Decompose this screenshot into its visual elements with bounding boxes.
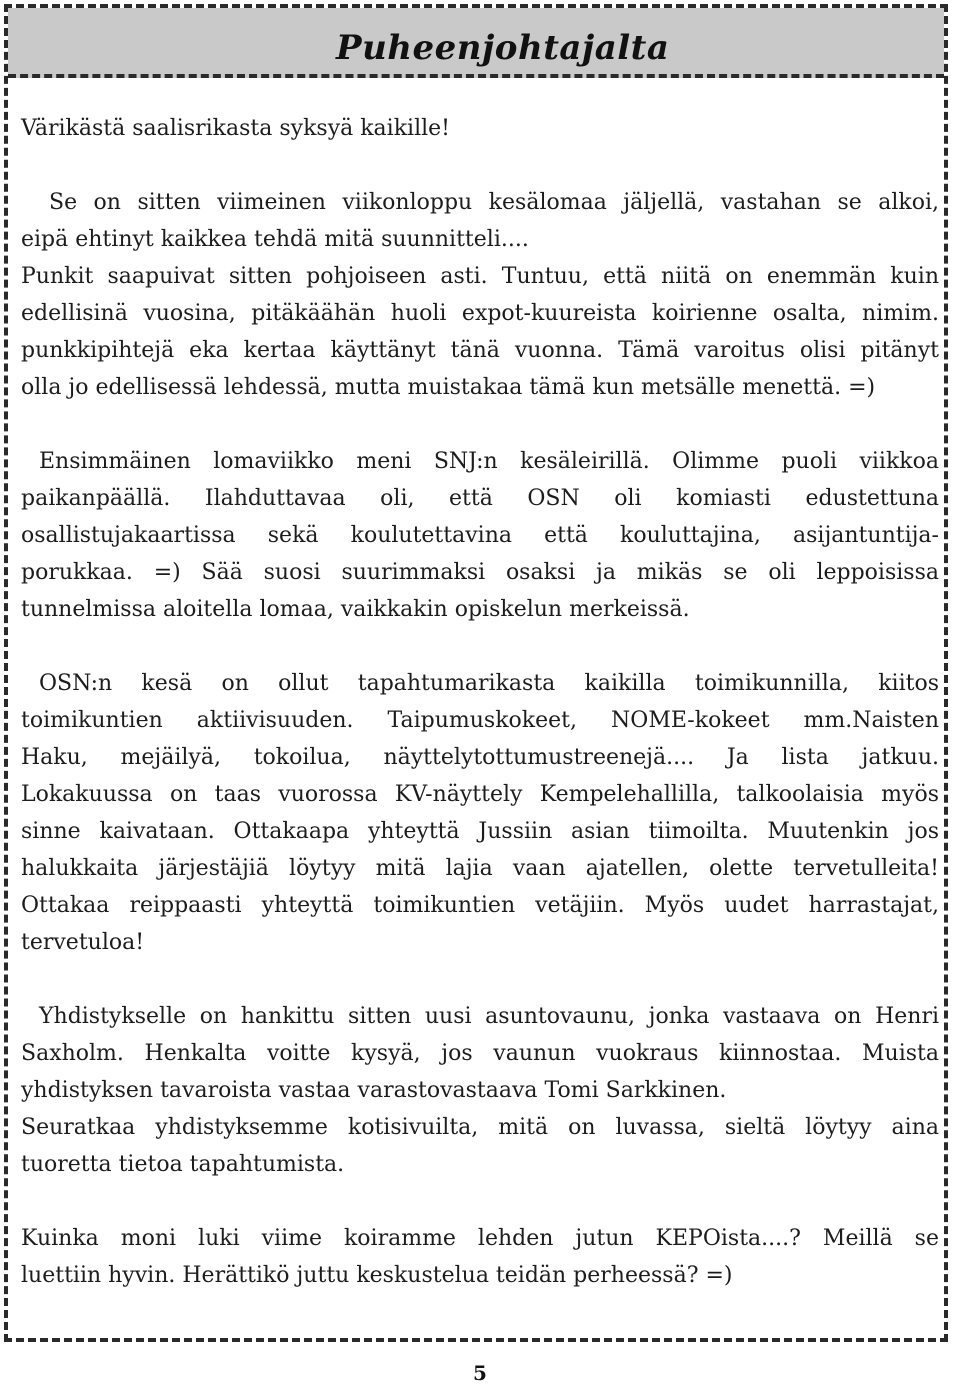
paragraph-committees [21, 665, 939, 961]
text-line: osallistujakaartissa sekä koulutettavina että kouluttajina, asijantuntija- [21, 523, 939, 548]
text-line: Ensimmäinen lomaviikko meni SNJ:n kesäleirillä. Olimme puoli viikkoa [39, 449, 939, 474]
paragraph-caravan [21, 998, 939, 1183]
text-line: paikanpäällä. Ilahduttavaa oli, että OSN oli komiasti edustettuna [21, 486, 939, 511]
text-line: Punkit saapuivat sitten pohjoiseen asti. Tuntuu, että niitä on enemmän kuin [21, 264, 939, 289]
text-line: luettiin hyvin. Herättikö juttu keskustelua teidän perheessä? =) [21, 1263, 733, 1288]
text-line: Kuinka moni luki viime koiramme lehden jutun KEPOista....? Meillä se [21, 1226, 939, 1251]
text-line: Yhdistykselle on hankittu sitten uusi asuntovaunu, jonka vastaava on Henri [39, 1004, 939, 1029]
text-line: tunnelmissa aloitella lomaa, vaikkakin opiskelun merkeissä. [21, 597, 690, 622]
text-line: halukkaita järjestäjiä löytyy mitä lajia vaan ajatellen, olette tervetulleita! [21, 856, 939, 881]
text-line: porukkaa. =) Sää suosi suurimmaksi osaksi ja mikäs se oli leppoisissa [21, 560, 939, 585]
text-line: Haku, mejäilyä, tokoilua, näyttelytottumustreenejä.... Ja lista jatkuu. [21, 745, 939, 770]
paragraph-summer [21, 184, 939, 406]
text-line: tuoretta tietoa tapahtumista. [21, 1152, 345, 1177]
text-line: Seuratkaa yhdistyksemme kotisivuilta, mitä on luvassa, sieltä löytyy aina [21, 1115, 939, 1140]
text-line: Värikästä saalisrikasta syksyä kaikille! [21, 116, 451, 141]
text-line: olla jo edellisessä lehdessä, mutta muistakaa tämä kun metsälle menettä. =) [21, 375, 876, 400]
paragraph-closing [21, 1220, 939, 1294]
text-line: Se on sitten viimeinen viikonloppu kesälomaa jäljellä, vastahan se alkoi, [49, 190, 939, 215]
text-line: yhdistyksen tavaroista vastaa varastovastaava Tomi Sarkkinen. [21, 1078, 727, 1103]
text-line: Saxholm. Henkalta voitte kysyä, jos vaunun vuokraus kiinnostaa. Muista [21, 1041, 939, 1066]
text-line: tervetuloa! [21, 930, 145, 955]
text-line: Ottakaa reippaasti yhteyttä toimikuntien vetäjiin. Myös uudet harrastajat, [21, 893, 939, 918]
text-line: eipä ehtinyt kaikkea tehdä mitä suunnitteli.... [21, 227, 529, 252]
header-banner [8, 8, 944, 78]
text-line: OSN:n kesä on ollut tapahtumarikasta kaikilla toimikunnilla, kiitos [39, 671, 939, 696]
text-line: punkkipihtejä eka kertaa käyttänyt tänä vuonna. Tämä varoitus olisi pitänyt [21, 338, 939, 363]
page-title: Puheenjohtajalta [336, 28, 670, 68]
text-line: toimikuntien aktiivisuuden. Taipumuskokeet, NOME-kokeet mm.Naisten [21, 708, 939, 733]
article-body [21, 110, 939, 1294]
page-number: 5 [473, 1361, 487, 1385]
text-line: edellisinä vuosina, pitäkäähän huoli expot-kuureista koirienne osalta, nimim. [21, 301, 939, 326]
paragraph-greeting [21, 110, 939, 147]
paragraph-camp [21, 443, 939, 628]
text-line: sinne kaivataan. Ottakaapa yhteyttä Jussiin asian tiimoilta. Muutenkin jos [21, 819, 939, 844]
text-line: Lokakuussa on taas vuorossa KV-näyttely Kempelehallilla, talkoolaisia myös [21, 782, 939, 807]
